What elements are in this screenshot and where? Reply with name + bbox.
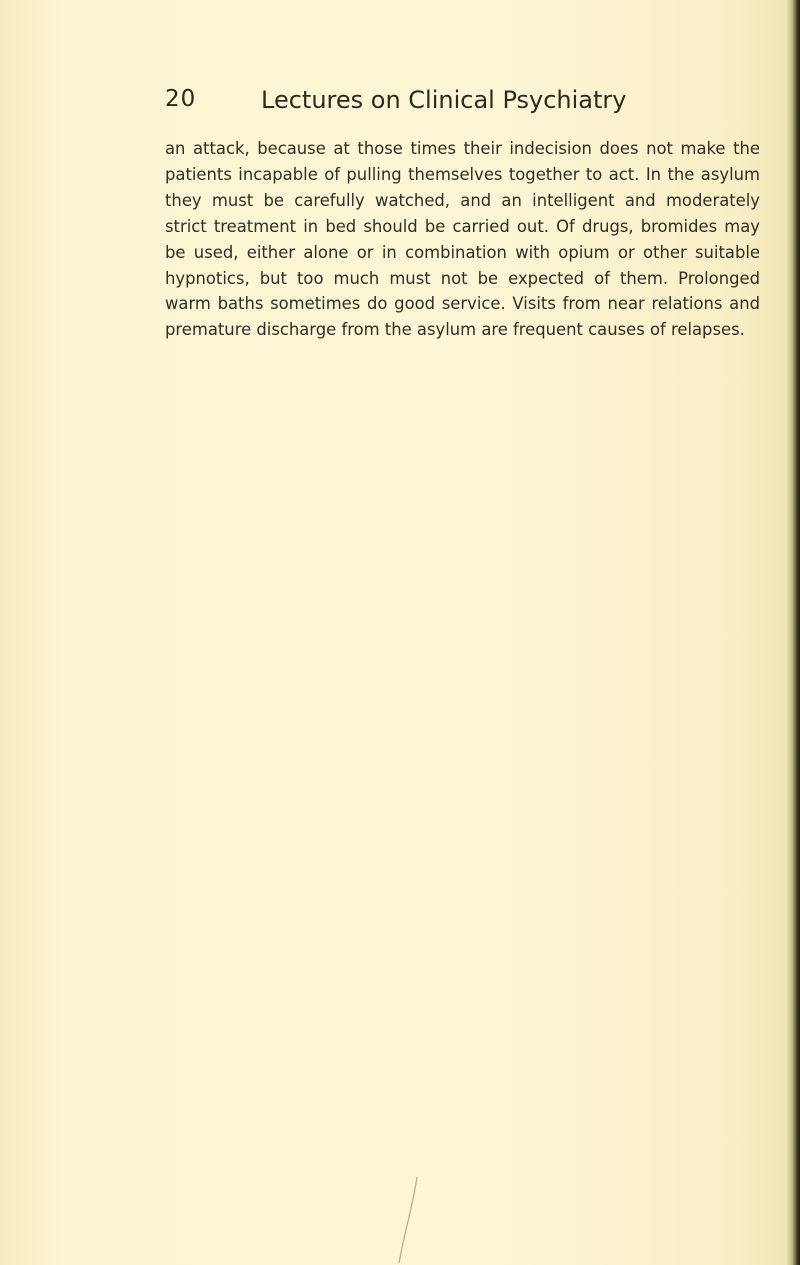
pencil-mark-icon <box>395 1175 435 1265</box>
body-paragraph: an attack, because at those times their indecision does not make the patients incapable of pulling themselves together to act. In the asylum they must be carefully watched, and an intelligent and moderately strict treatment in bed should be carried out. Of drugs, bromides may be used, either alone or in combination with opium or other suitable hypnotics, but too much must not be expected of them. Prolonged warm baths sometimes do good service. Visits from near relations and premature discharge from the asylum are frequent causes of relapses. <box>165 139 760 340</box>
header-title: Lectures on Clinical Psychiatry <box>261 86 627 114</box>
running-head <box>165 86 645 126</box>
page-number: 20 <box>165 86 197 112</box>
page-edge-shadow <box>786 0 800 1265</box>
